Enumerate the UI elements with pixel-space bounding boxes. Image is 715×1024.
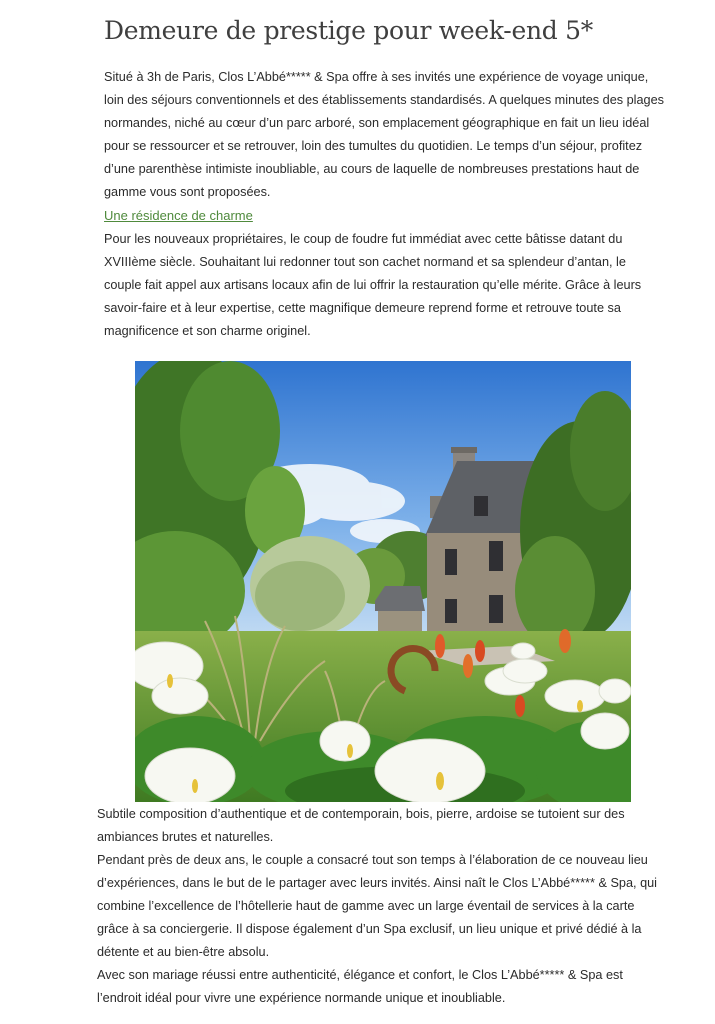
history-paragraph: Pour les nouveaux propriétaires, le coup de foudre fut immédiat avec cette bâtisse datant du XVIIIème siècle. Souhaitant lui redonner tout son cachet normand et sa splendeur d’antan, le couple fait appel aux artisans locaux afin de lui offrir la restauration qu’elle mérite. Grâce à leurs savoir-faire et à leur expertise, cette magnifique demeure reprend forme et retrouve toute sa magnificence et son charme originel. — [104, 232, 642, 338]
estate-photo — [135, 361, 631, 802]
section-link-residence[interactable]: Une résidence de charme — [104, 208, 253, 223]
conclusion-paragraph: Avec son mariage réussi entre authenticité, élégance et confort, le Clos L’Abbé***** & Spa est l’endroit idéal pour vivre une expérience normande unique et inoubliable. — [97, 968, 623, 1005]
intro-section — [104, 66, 664, 343]
intro-paragraph: Situé à 3h de Paris, Clos L’Abbé***** & Spa offre à ses invités une expérience de voyage unique, loin des séjours conventionnels et des établissements standardisés. A quelques minutes des plages normandes, niché au cœur d’un parc arboré, son emplacement géographique en fait un lieu idéal pour se ressourcer et se retrouver, loin des tumultes du quotidien. Le temps d’un séjour, profitez d’une parenthèse intimiste inoubliable, au cours de laquelle de nombreuses prestations haut de gamme vous sont proposées. — [104, 70, 665, 199]
page-title: Demeure de prestige pour week-end 5* — [104, 16, 593, 45]
creation-paragraph: Pendant près de deux ans, le couple a consacré tout son temps à l’élaboration de ce nouveau lieu d’expériences, dans le but de le partager avec leurs invités. Ainsi naît le Clos L’Abbé***** & Spa, qui combine l’excellence de l’hôtellerie haut de gamme avec un large éventail de services à la carte grâce à sa conciergerie. Il dispose également d’un Spa exclusif, un lieu unique et privé dédié à la détente et au bien-être absolu. — [97, 853, 657, 959]
photo-caption: Subtile composition d’authentique et de contemporain, bois, pierre, ardoise se tutoient sur des ambiances brutes et naturelles. — [97, 807, 625, 844]
closing-section — [97, 803, 667, 1010]
